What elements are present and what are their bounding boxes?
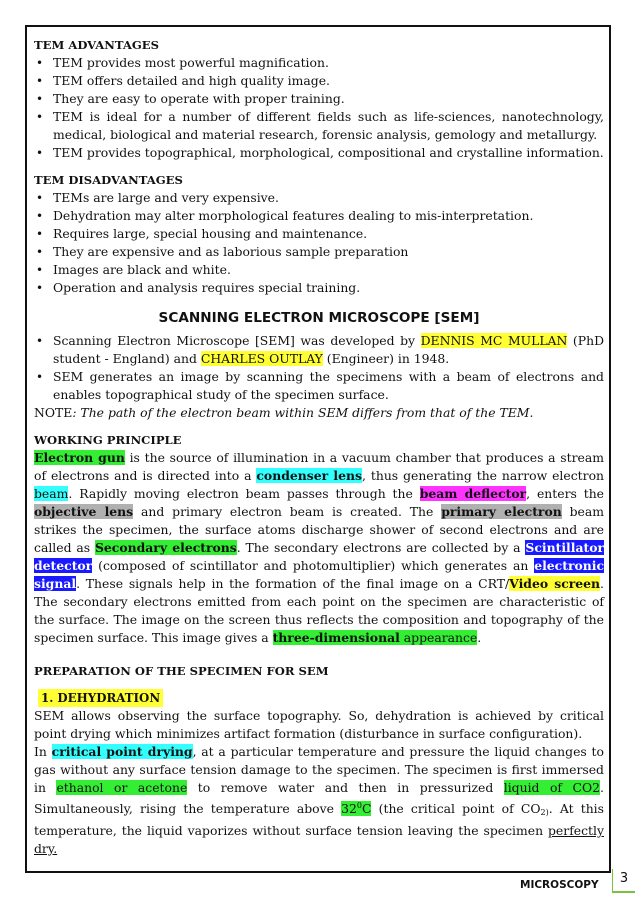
list-item: • They are expensive and as laborious sample preparation [34,243,604,261]
text-run: to remove water and then in pressurized [187,780,504,795]
working-principle-heading: WORKING PRINCIPLE [34,433,182,447]
text-run: (Engineer) in 1948. [322,351,450,366]
tem-disadvantages-heading: TEM DISADVANTAGES [34,173,183,187]
text-run: In [34,744,52,759]
list-item: • TEM provides topographical, morphological, compositional and crystalline information. [34,144,604,162]
text-run: , at a particular temperature and pressure the liquid changes to gas without any surface tension damage to the specimen. The specimen is first immersed in [34,744,604,795]
page-number: 3 [612,869,635,893]
highlight-liquid-co2: liquid of CO2 [503,780,601,795]
highlight-primary-electron: primary electron [441,504,562,519]
note-text: : The path of the electron beam within SEM differs from that of the TEM. [72,405,534,420]
page-content [34,36,604,858]
dehydration-subheading: 1. DEHYDRATION [38,689,163,707]
sem-title: SCANNING ELECTRON MICROSCOPE [SEM] [158,310,480,326]
highlight-dennis-mc-mullan: DENNIS MC MULLAN [420,333,568,348]
working-principle-paragraph [34,449,604,647]
tem-disadvantages-list [34,189,604,297]
text-run: (composed of scintillator and photomultiplier) which generates an [92,558,535,573]
highlight-scintillator-detector: Scintillator detector [34,540,604,573]
list-item: • Dehydration may alter morphological features dealing to mis-interpretation. [34,207,604,225]
text-run: and primary electron beam is created. The [133,504,442,519]
text-run: beam strikes the specimen, the surface atoms discharge shower of second electrons and are called as [34,504,604,555]
text-run: , enters the [526,486,605,501]
text-run: (PhD student - England) and [53,333,605,366]
highlight-ethanol-or-acetone: ethanol or acetone [56,780,188,795]
dehydration-paragraph-1: SEM allows observing the surface topography. So, dehydration is achieved by critical point drying which minimizes artifact formation (disturbance in surface configuration). [34,708,604,741]
highlight-charles-outlay: CHARLES OUTLAY [200,351,323,366]
text-run: . [477,630,482,645]
subscript: 2) [540,808,549,817]
highlight-electron-gun: Electron gun [34,450,125,465]
text-run: . At this temperature, the liquid vaporizes without surface tension leaving the specimen [34,801,605,838]
highlight-beam: beam [34,486,69,501]
text-run: Scanning Electron Microscope [SEM] was developed by [53,333,421,348]
dehydration-paragraph-2 [34,743,604,858]
list-item: • SEM generates an image by scanning the specimens with a beam of electrons and enables topographical study of the specimen surface. [34,368,604,404]
highlight-objective-lens: objective lens [34,504,134,519]
text-run: . Rapidly moving electron beam passes through the [68,486,420,501]
text-run: 32 [341,801,357,816]
list-item [34,332,604,368]
text-run: is the source of illumination in a vacuum chamber that produces a stream of electrons and is directed into a [34,450,604,483]
text-run: . These signals help in the formation of the final image on a CRT/ [76,576,510,591]
text-run: . Simultaneously, rising the temperature above [34,780,604,816]
highlight-video-screen: Video screen [509,576,601,591]
highlight-critical-point-drying: critical point drying [51,744,193,759]
highlight-temperature [341,801,371,816]
tem-advantages-list [34,54,604,162]
list-item: • Requires large, special housing and maintenance. [34,225,604,243]
list-item: • TEMs are large and very expensive. [34,189,604,207]
tem-advantages-heading: TEM ADVANTAGES [34,38,159,52]
text-run: , thus generating the narrow electron [362,468,605,483]
note-label: NOTE [34,405,73,420]
highlight-secondary-electrons: Secondary electrons [94,540,237,555]
list-item: • Images are black and white. [34,261,604,279]
text-run: (the critical point of CO [371,801,541,816]
list-item: • They are easy to operate with proper training. [34,90,604,108]
highlight-appearance: appearance [399,630,478,645]
preparation-heading: PREPARATION OF THE SPECIMEN FOR SEM [34,664,329,678]
underlined-perfectly-dry: perfectly dry. [34,823,604,856]
highlight-three-dimensional: three-dimensional [272,630,400,645]
list-item: • TEM provides most powerful magnification. [34,54,604,72]
text-run: . The secondary electrons emitted from each point on the specimen are characteristic of the surface. The image on the screen thus reflects the composition and topography of the specimen surface. This image gives a [34,576,604,645]
superscript: 0 [356,801,362,810]
sem-note [34,404,604,422]
text-run: C [361,801,372,816]
list-item: • TEM is ideal for a number of different fields such as life-sciences, nanotechnology, medical, biological and material research, forensic analysis, gemology and metallurgy. [34,108,604,144]
highlight-condenser-lens: condenser lens [256,468,363,483]
sem-intro-list [34,332,604,404]
list-item: • Operation and analysis requires special training. [34,279,604,297]
text-run: . The secondary electrons are collected by a [236,540,526,555]
highlight-electronic-signal: electronic signal [34,558,604,591]
footer-label: MICROSCOPY [520,879,599,891]
list-item: • TEM offers detailed and high quality image. [34,72,604,90]
highlight-beam-deflector: beam deflector [419,486,527,501]
